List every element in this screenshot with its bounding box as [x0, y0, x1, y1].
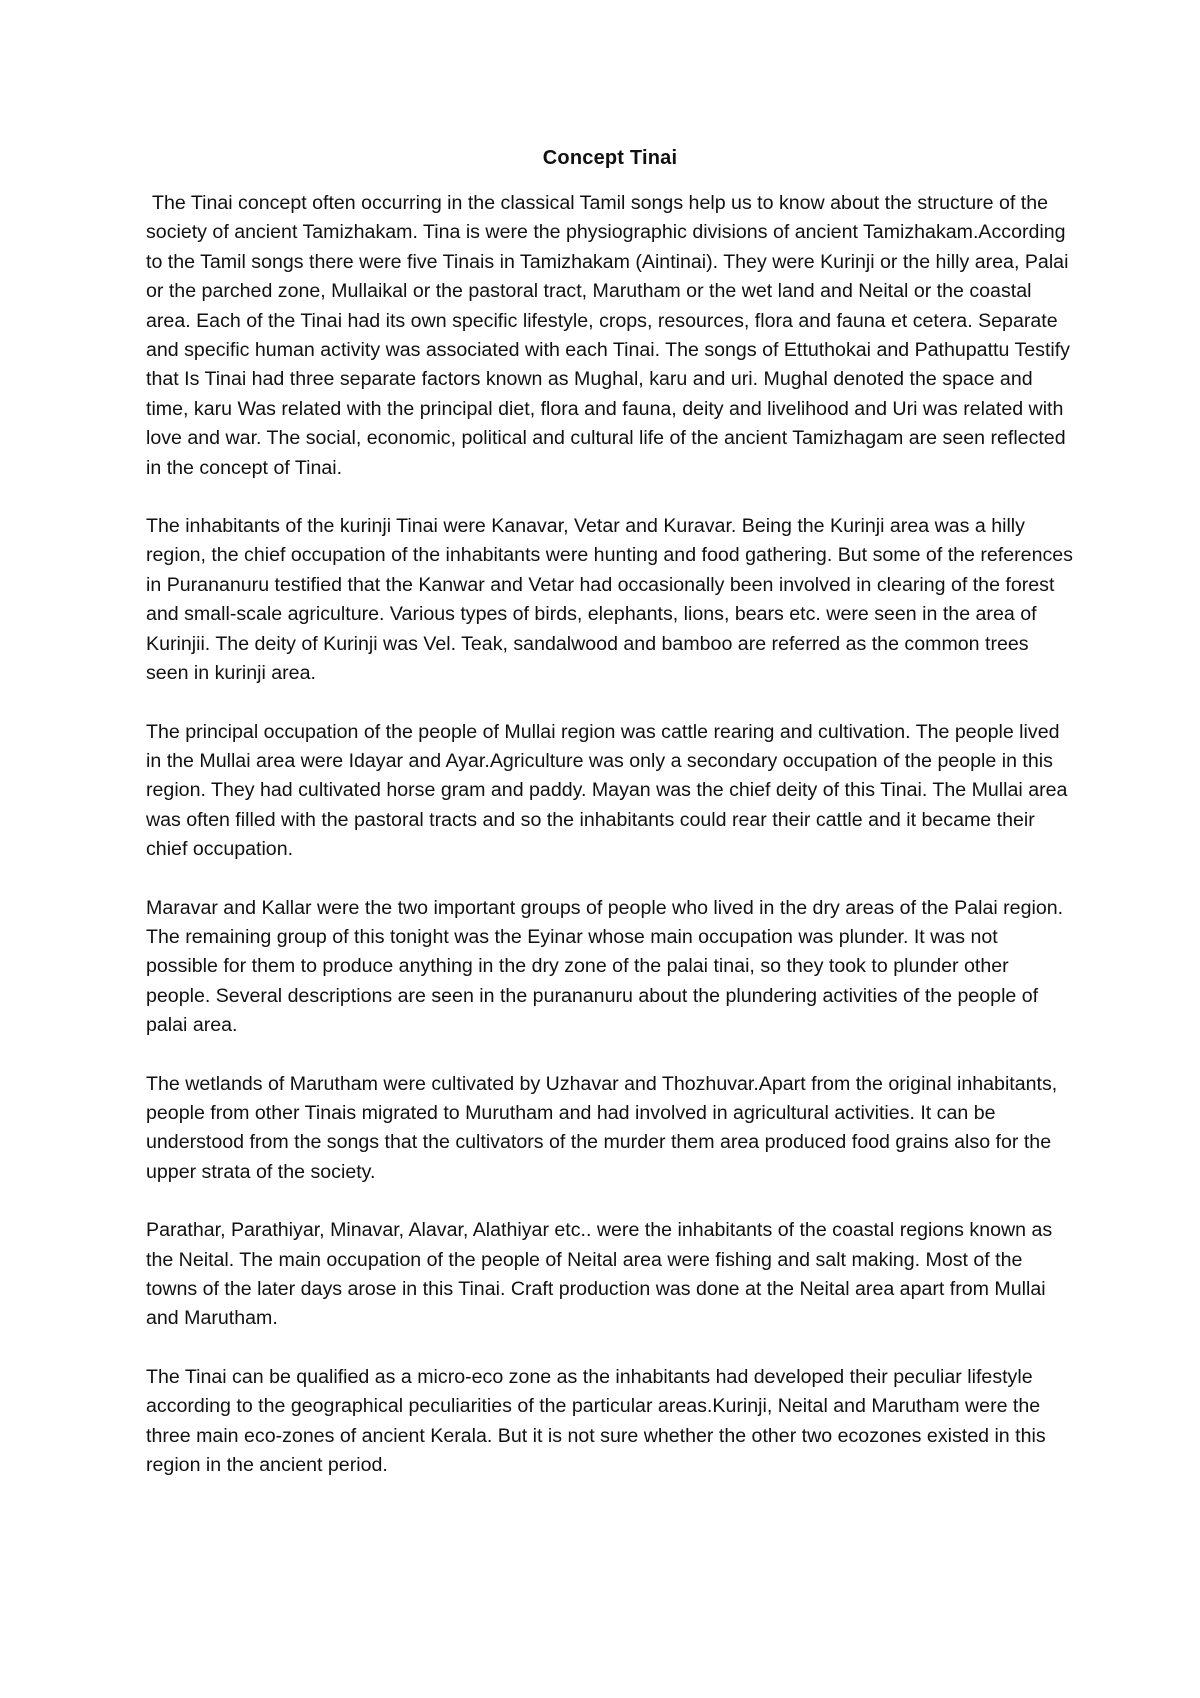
paragraph-conclusion: The Tinai can be qualified as a micro-eco zone as the inhabitants had developed their peculiar lifestyle according to the geographical peculiarities of the particular areas.Kurinji, Neital and Marutham were the three main eco-zones of ancient Kerala. But it is not sure whether the other two ecozones existed in this region in the ancient period. — [146, 1365, 1046, 1477]
paragraph-mullai: The principal occupation of the people of Mullai region was cattle rearing and cultivation. The people lived in the Mullai area were Idayar and Ayar.Agriculture was only a secondary occupation of the people in this region. They had cultivated horse gram and paddy. Mayan was the chief deity of this Tinai. The Mullai area was often filled with the pastoral tracts and so the inhabitants could rear their cattle and it became their chief occupation. — [146, 720, 1068, 861]
paragraph-marutham: The wetlands of Marutham were cultivated by Uzhavar and Thozhuvar.Apart from the original inhabitants, people from other Tinais migrated to Murutham and had involved in agricultural activities. It can be understood from the songs that the cultivators of the murder them area produced food grains also for the upper strata of the society. — [146, 1072, 1058, 1183]
paragraph-neital: Parathar, Parathiyar, Minavar, Alavar, Alathiyar etc.. were the inhabitants of the coastal regions known as the Neital. The main occupation of the people of Neital area were fishing and salt making. Most of the towns of the later days arose in this Tinai. Craft production was done at the Neital area apart from Mullai and Marutham. — [146, 1219, 1053, 1330]
paragraph-intro: The Tinai concept often occurring in the classical Tamil songs help us to know about the structure of the society of ancient Tamizhakam. Tina is were the physiographic divisions of ancient Tamizhakam.According to the Tamil songs there were five Tinais in Tamizhakam (Aintinai). They were Kurinji or the hilly area, Palai or the parched zone, Mullaikal or the pastoral tract, Marutham or the wet land and Neital or the coastal area. Each of the Tinai had its own specific lifestyle, crops, resources, flora and fauna et cetera. Separate and specific human activity was associated with each Tinai. The songs of Ettuthokai and Pathupattu Testify that Is Tinai had three separate factors known as Mughal, karu and uri. Mughal denoted the space and time, karu Was related with the principal diet, flora and fauna, deity and livelihood and Uri was related with love and war. The social, economic, political and cultural life of the ancient Tamizhagam are seen reflected in the concept of Tinai. — [146, 192, 1070, 479]
document-title: Concept Tinai — [542, 147, 678, 169]
paragraph-kurinji: The inhabitants of the kurinji Tinai were Kanavar, Vetar and Kuravar. Being the Kurinji area was a hilly region, the chief occupation of the inhabitants were hunting and food gathering. But some of the references in Purananuru testified that the Kanwar and Vetar had occasionally been involved in clearing of the forest and small-scale agriculture. Various types of birds, elephants, lions, bears etc. were seen in the area of Kurinjii. The deity of Kurinji was Vel. Teak, sandalwood and bamboo are referred as the common trees seen in kurinji area. — [146, 515, 1073, 685]
paragraph-palai: Maravar and Kallar were the two important groups of people who lived in the dry areas of the Palai region. The remaining group of this tonight was the Eyinar whose main occupation was plunder. It was not possible for them to produce anything in the dry zone of the palai tinai, so they took to plunder other people. Several descriptions are seen in the purananuru about the plundering activities of the people of palai area. — [146, 896, 1064, 1037]
